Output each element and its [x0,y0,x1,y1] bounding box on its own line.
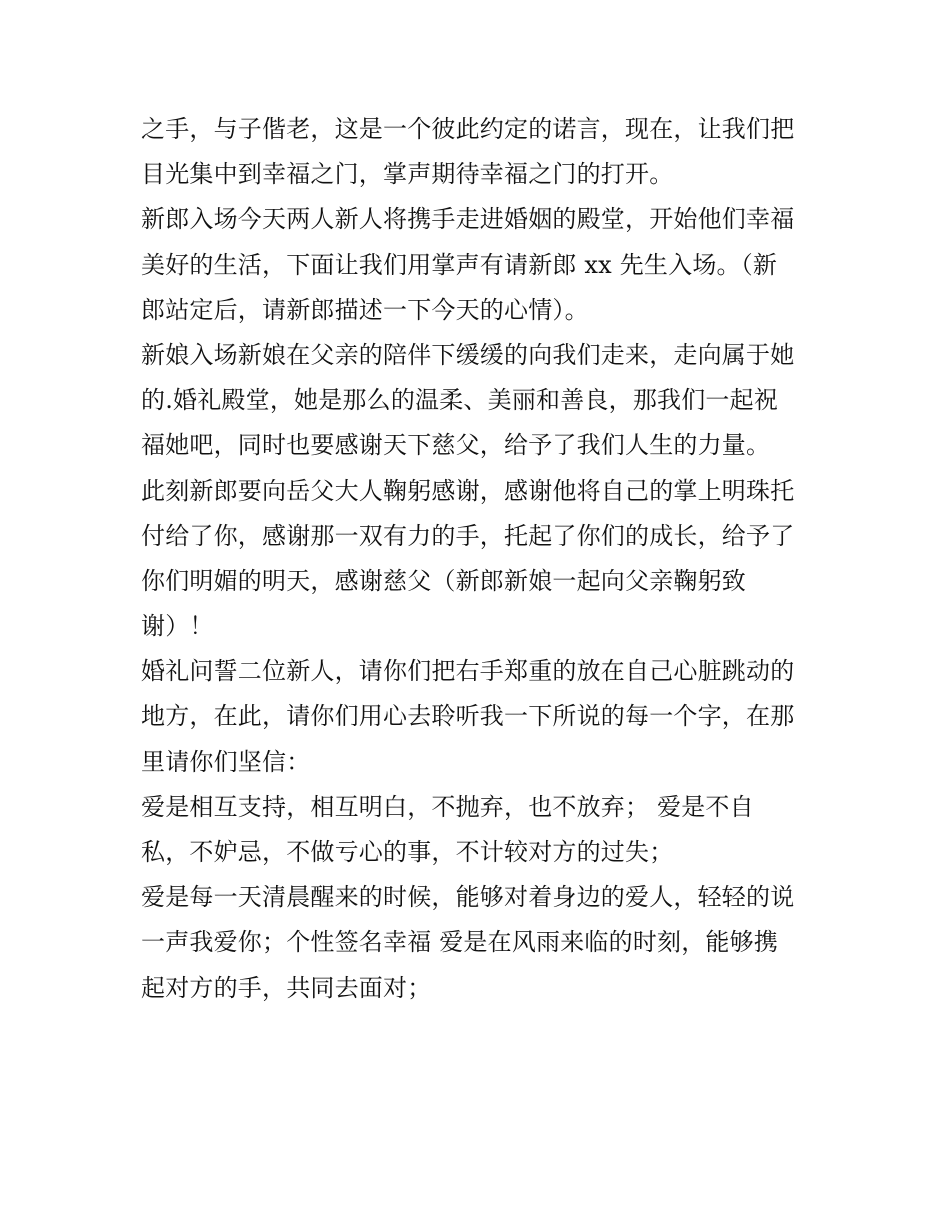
text-line: 你们明媚的明天，感谢慈父（新郎新娘一起向父亲鞠躬致 [141,566,746,595]
text-line: 之手，与子偕老，这是一个彼此约定的诺言，现在，让我们把 [141,115,795,143]
text-line: 美好的生活，下面让我们用掌声有请新郎 xx 先生入场。（新 [141,250,778,279]
text-line: 目光集中到幸福之门，掌声期待幸福之门的打开。 [141,160,674,189]
text-line: 谢）！ [141,612,214,641]
text-line: 地方，在此，请你们用心去聆听我一下所说的每一个字，在那 [141,702,795,731]
text-line: 的.婚礼殿堂，她是那么的温柔、美丽和善良，那我们一起祝 [141,386,779,415]
text-line: 郎站定后，请新郎描述一下今天的心情）。 [141,295,589,324]
text-line: 福她吧，同时也要感谢天下慈父，给予了我们人生的力量。 [141,431,771,460]
text-line: 新娘入场新娘在父亲的陪伴下缓缓的向我们走来，走向属于她 [141,340,795,369]
text-line: 私，不妒忌，不做亏心的事，不计较对方的过失； [141,838,674,866]
text-line: 付给了你，感谢那一双有力的手，托起了你们的成长，给予了 [141,521,795,550]
text-line: 爱是每一天清晨醒来的时候，能够对着身边的爱人，轻轻的说 [141,883,795,912]
text-line: 里请你们坚信： [141,747,311,776]
text-line: 爱是相互支持，相互明白，不抛弃，也不放弃； 爱是不自 [141,792,754,821]
text-line: 新郎入场今天两人新人将携手走进婚姻的殿堂，开始他们幸福 [141,205,795,234]
text-line: 婚礼问誓二位新人，请你们把右手郑重的放在自己心脏跳动的 [141,657,795,686]
text-line: 一声我爱你；个性签名幸福 爱是在风雨来临的时刻，能够携 [141,928,779,957]
document-body [141,107,821,1011]
text-line: 起对方的手，共同去面对； [141,973,432,1002]
text-line: 此刻新郎要向岳父大人鞠躬感谢，感谢他将自己的掌上明珠托 [141,476,795,505]
